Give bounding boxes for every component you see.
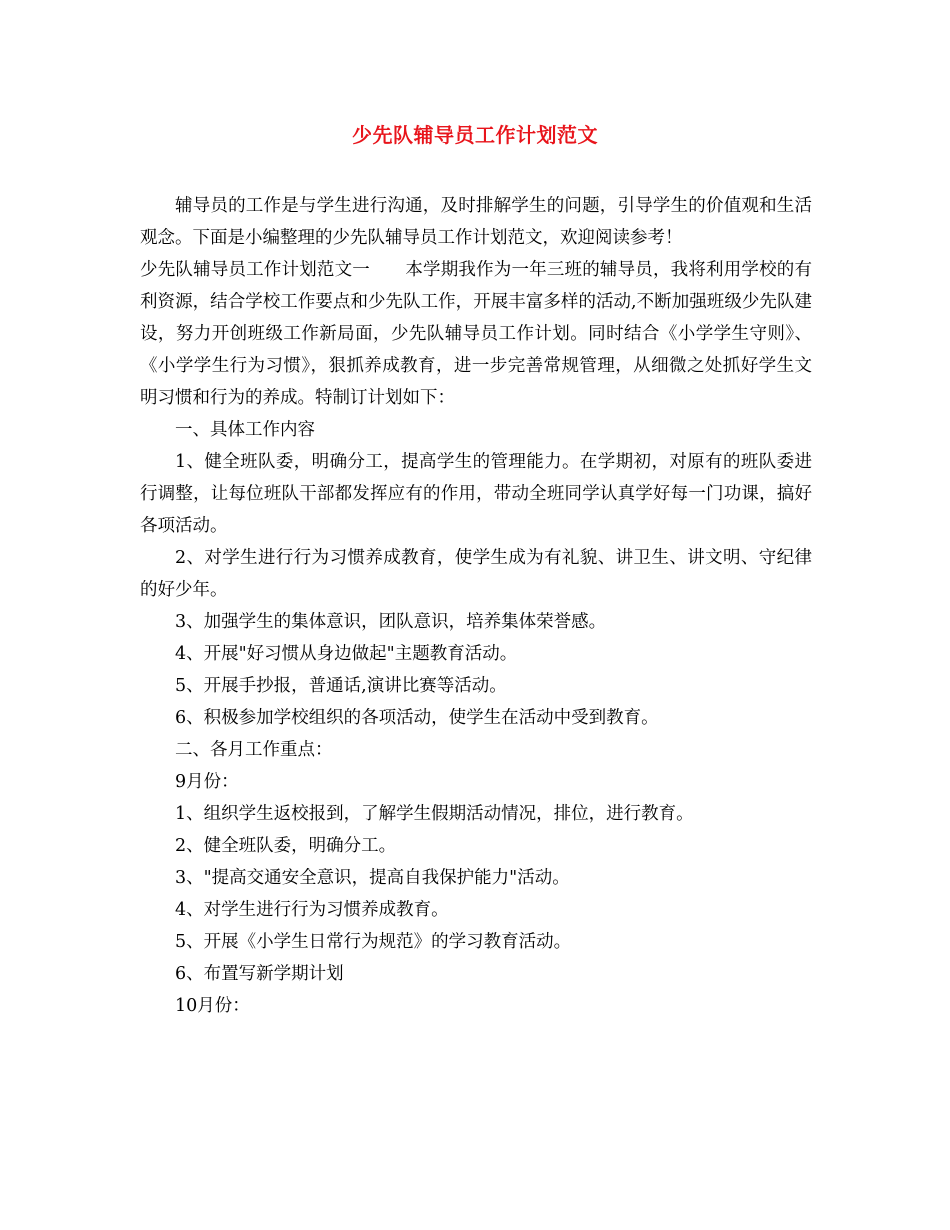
work-item-6: 6、积极参加学校组织的各项活动，使学生在活动中受到教育。 [175, 708, 659, 728]
plan-one-paragraph: 少先队辅导员工作计划范文一 本学期我作为一年三班的辅导员，我将利用学校的有利资源，结合学校工作要点和少先队工作，开展丰富多样的活动,不断加强班级少先队建设，努力开创班级工作新局面，少先队辅导员工作计划。同时结合《小学学生守则》、《小学学生行为习惯》，狠抓养成教育，进一步完善常规管理，从细微之处抓好学生文明习惯和行为的养成。特制订计划如下： [140, 260, 812, 408]
work-item-5: 5、开展手抄报，普通话,演讲比赛等活动。 [175, 676, 507, 696]
september-item-6: 6、布置写新学期计划 [175, 964, 344, 984]
september-item-2: 2、健全班队委，明确分工。 [175, 836, 397, 856]
september-item-1: 1、组织学生返校报到，了解学生假期活动情况，排位，进行教育。 [175, 804, 694, 824]
section-heading-monthly: 二、各月工作重点： [175, 740, 333, 760]
september-item-5: 5、开展《小学生日常行为规范》的学习教育活动。 [175, 932, 572, 952]
work-item-4: 4、开展"好习惯从身边做起"主题教育活动。 [175, 644, 518, 664]
september-item-4: 4、对学生进行行为习惯养成教育。 [175, 900, 449, 920]
work-item-1: 1、健全班队委，明确分工，提高学生的管理能力。在学期初，对原有的班队委进行调整，让每位班队干部都发挥应有的作用，带动全班同学认真学好每一门功课，搞好各项活动。 [140, 452, 812, 536]
work-item-3: 3、加强学生的集体意识，团队意识，培养集体荣誉感。 [175, 612, 607, 632]
document-title: 少先队辅导员工作计划范文 [352, 123, 598, 147]
month-heading-september: 9月份： [175, 772, 239, 792]
month-heading-october: 10月份： [175, 996, 250, 1016]
section-heading-work-content: 一、具体工作内容 [175, 420, 315, 440]
intro-paragraph: 辅导员的工作是与学生进行沟通，及时排解学生的问题，引导学生的价值观和生活观念。下面是小编整理的少先队辅导员工作计划范文，欢迎阅读参考！ [140, 196, 812, 248]
work-item-2: 2、对学生进行行为习惯养成教育，使学生成为有礼貌、讲卫生、讲文明、守纪律的好少年。 [140, 548, 812, 600]
september-item-3: 3、"提高交通安全意识，提高自我保护能力"活动。 [175, 868, 570, 888]
document-body [140, 190, 812, 1022]
